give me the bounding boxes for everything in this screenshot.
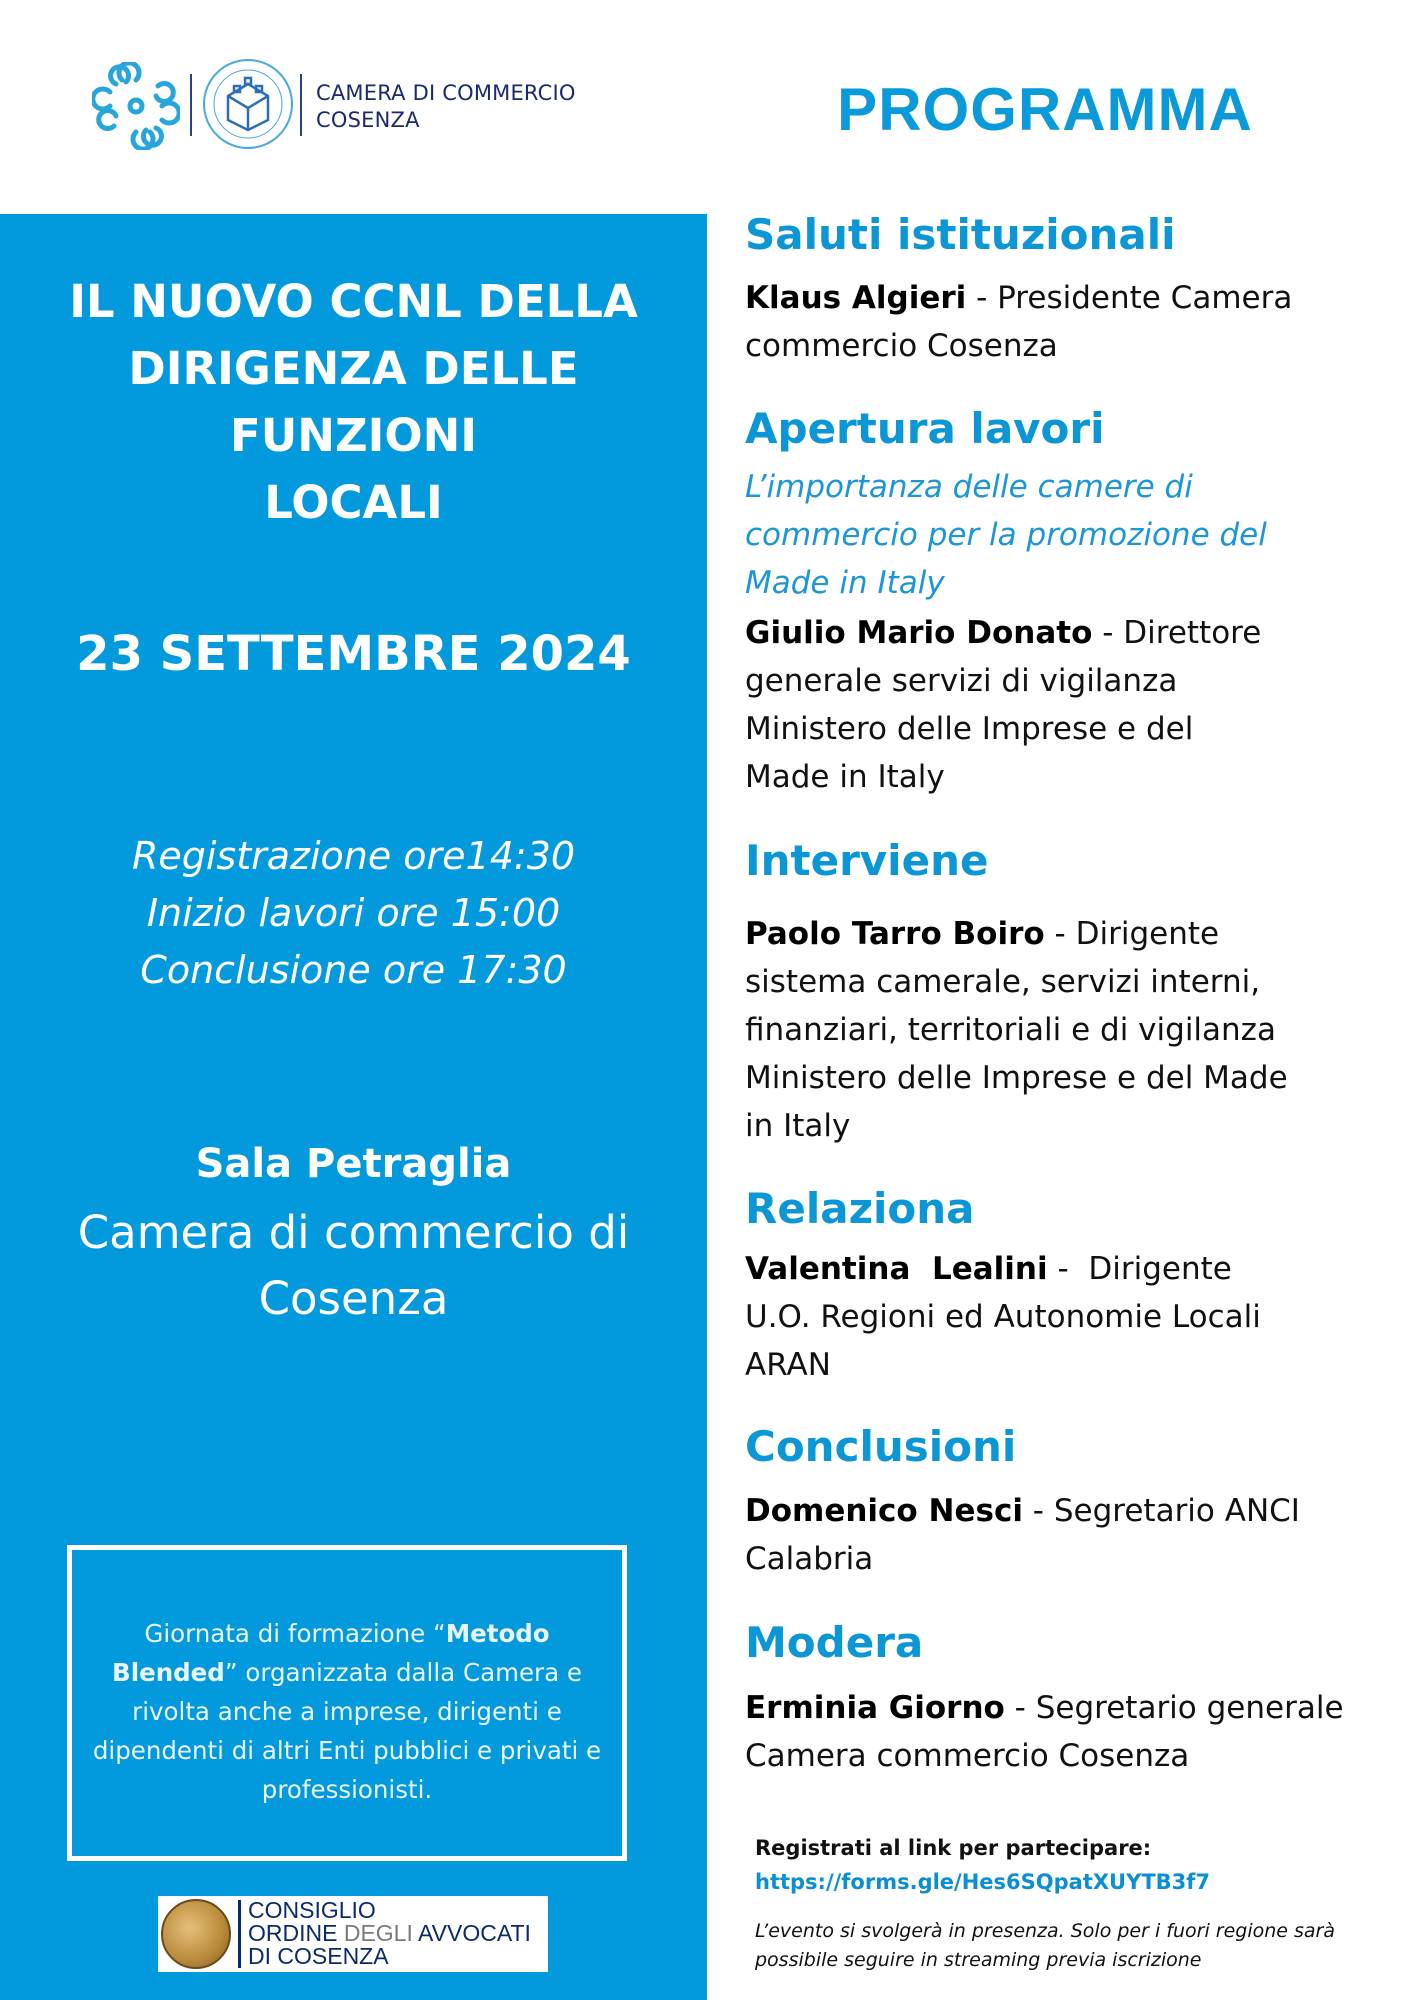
venue-place-line2: Cosenza <box>258 1272 449 1325</box>
program-title: PROGRAMMA <box>837 76 1253 143</box>
speaker-role-line: generale servizi di vigilanza <box>745 663 1178 699</box>
speaker-role: - Presidente Camera <box>966 280 1293 316</box>
speaker-role: - Dirigente <box>1047 1251 1232 1287</box>
chamber-seal-icon <box>200 56 296 152</box>
section-body-interviene <box>745 910 1385 1150</box>
speaker-role-line: Camera commercio Cosenza <box>745 1738 1190 1774</box>
event-title <box>0 268 707 536</box>
medal-icon <box>161 1899 231 1969</box>
schedule-list <box>0 828 707 999</box>
section-body-relaziona <box>745 1245 1385 1389</box>
section-heading-apertura: Apertura lavori <box>745 404 1105 453</box>
speaker-role: - Dirigente <box>1044 916 1220 952</box>
speaker-name: Domenico Nesci <box>745 1493 1023 1529</box>
topic-line: commercio per la promozione del <box>745 517 1267 553</box>
coa-text <box>248 1899 531 1968</box>
speaker-role-line: finanziari, territoriali e di vigilanza <box>745 1012 1276 1048</box>
camera-commercio-logo <box>92 62 652 152</box>
coa-line1: CONSIGLIO <box>248 1897 376 1923</box>
schedule-registration: Registrazione ore14:30 <box>131 834 576 878</box>
speaker-role-line: Ministero delle Imprese e del Made <box>745 1060 1288 1096</box>
section-body-saluti <box>745 274 1385 370</box>
speaker-name: Klaus Algieri <box>745 280 967 316</box>
info-highlight-metodo: Metodo <box>445 1619 550 1648</box>
section-heading-relaziona: Relaziona <box>745 1184 975 1233</box>
info-highlight-blended: Blended <box>112 1658 225 1687</box>
speaker-role-line: Made in Italy <box>745 759 945 795</box>
event-title-line3: LOCALI <box>264 476 443 529</box>
section-body-modera <box>745 1684 1385 1780</box>
topic-line: L’importanza delle camere di <box>745 469 1193 505</box>
org-name-line2: COSENZA <box>316 108 420 132</box>
logo-separator-2 <box>300 74 302 136</box>
section-body-apertura <box>745 609 1385 801</box>
logo-separator <box>190 74 192 136</box>
speaker-role-line: ARAN <box>745 1347 831 1383</box>
venue-place <box>0 1200 707 1332</box>
speaker-name: Paolo Tarro Boiro <box>745 916 1045 952</box>
venue-place-line1: Camera di commercio di <box>77 1206 630 1259</box>
speaker-role-line: Calabria <box>745 1541 874 1577</box>
section-heading-interviene: Interviene <box>745 836 989 885</box>
info-suffix: ” organizzata dalla Camera e rivolta anche a imprese, dirigenti e dipendenti di altri Enti pubblici e privati e professionisti. <box>92 1658 602 1804</box>
event-title-line1: IL NUOVO CCNL DELLA <box>69 275 638 328</box>
section-body-conclusioni <box>745 1487 1385 1583</box>
coa-line2 <box>248 1922 531 1945</box>
speaker-role-line: U.O. Regioni ed Autonomie Locali <box>745 1299 1261 1335</box>
ordine-avvocati-logo <box>158 1896 548 1972</box>
speaker-role-line: commercio Cosenza <box>745 328 1058 364</box>
registration-label: Registrati al link per partecipare: <box>755 1836 1152 1860</box>
event-date: 23 SETTEMBRE 2024 <box>76 626 631 682</box>
coa-line2b: DEGLI <box>343 1920 418 1946</box>
coa-line2a: ORDINE <box>248 1920 344 1946</box>
section-topic-apertura <box>745 463 1385 607</box>
registration-note: L’evento si svolgerà in presenza. Solo per i fuori regione sarà possibile seguire in streaming previa iscrizione <box>755 1920 1336 1971</box>
coa-line2c: AVVOCATI <box>418 1920 531 1946</box>
speaker-role: - Segretario ANCI <box>1022 1493 1300 1529</box>
speaker-role: - Segretario generale <box>1004 1690 1344 1726</box>
speaker-role-line: sistema camerale, servizi interni, <box>745 964 1261 1000</box>
speaker-name: Valentina Lealini <box>745 1251 1048 1287</box>
topic-line: Made in Italy <box>745 565 945 601</box>
event-title-line2: DIRIGENZA DELLE FUNZIONI <box>128 342 579 462</box>
org-name-line1: CAMERA DI COMMERCIO <box>316 81 576 105</box>
speaker-name: Erminia Giorno <box>745 1690 1005 1726</box>
schedule-end: Conclusione ore 17:30 <box>140 948 567 992</box>
speaker-role: - Direttore <box>1092 615 1262 651</box>
venue-name: Sala Petraglia <box>195 1141 512 1187</box>
speaker-name: Giulio Mario Donato <box>745 615 1093 651</box>
speaker-role-line: Ministero delle Imprese e del <box>745 711 1194 747</box>
flower-emblem-icon <box>92 62 180 150</box>
coa-line3: DI COSENZA <box>248 1943 389 1969</box>
info-box <box>67 1545 627 1861</box>
speaker-role-line: in Italy <box>745 1108 851 1144</box>
registration-link[interactable]: https://forms.gle/Hes6SQpatXUYTB3f7 <box>755 1870 1211 1894</box>
section-heading-conclusioni: Conclusioni <box>745 1422 1017 1471</box>
section-heading-modera: Modera <box>745 1618 924 1667</box>
section-heading-saluti: Saluti istituzionali <box>745 210 1176 259</box>
info-prefix: Giornata di formazione “ <box>144 1619 446 1648</box>
org-name <box>316 80 576 134</box>
info-text <box>72 1614 622 1809</box>
schedule-start: Inizio lavori ore 15:00 <box>146 891 561 935</box>
logo-bar <box>238 1900 241 1968</box>
